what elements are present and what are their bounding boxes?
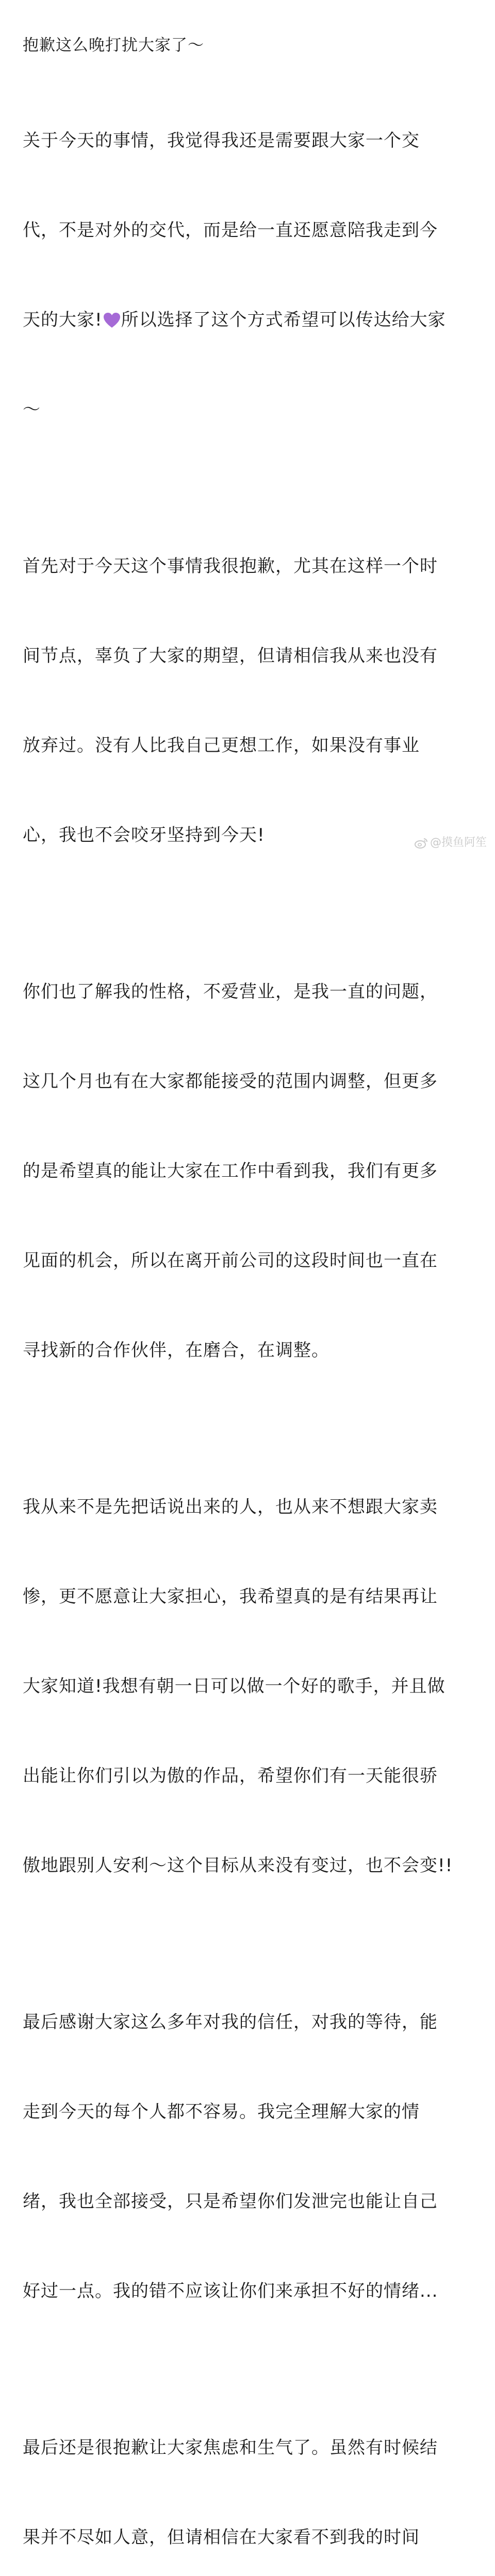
paragraph-line: 你们也了解我的性格，不爱营业，是我一直的问题， <box>23 981 438 1002</box>
paragraph-line: 惨，更不愿意让大家担心，我希望真的是有结果再让 <box>23 1586 438 1607</box>
paragraph-line: 大家知道!我想有朝一日可以做一个好的歌手，并且做 <box>23 1676 446 1697</box>
weibo-icon <box>415 837 428 849</box>
paragraph-line: 最后感谢大家这么多年对我的信任，对我的等待，能 <box>23 2012 438 2032</box>
paragraph-text: 所以选择了这个方式希望可以传达给大家 <box>121 310 446 330</box>
paragraph-line: 间节点，辜负了大家的期望，但请相信我从来也没有 <box>23 646 438 666</box>
paragraph-line: 见面的机会，所以在离开前公司的这段时间也一直在 <box>23 1250 438 1271</box>
paragraph-line: 这几个月也有在大家都能接受的范围内调整，但更多 <box>23 1071 438 1092</box>
paragraph-line: 果并不尽如人意，但请相信在大家看不到我的时间 <box>23 2527 420 2548</box>
paragraph-line: 首先对于今天这个事情我很抱歉，尤其在这样一个时 <box>23 556 438 577</box>
paragraph-line: 寻找新的合作伙伴，在磨合，在调整。 <box>23 1340 329 1361</box>
paragraph-line: 最后还是很抱歉让大家焦虑和生气了。虽然有时候结 <box>23 2437 438 2458</box>
post-body <box>23 34 476 2576</box>
paragraph-line: 的是希望真的能让大家在工作中看到我，我们有更多 <box>23 1161 438 1181</box>
paragraph-line: ～ <box>23 399 41 420</box>
paragraph-line: 心，我也不会咬牙坚持到今天! <box>23 825 265 845</box>
paragraph-line: 绪，我也全部接受，只是希望你们发泄完也能让自己 <box>23 2191 438 2212</box>
paragraph-line: 走到今天的每个人都不容易。我完全理解大家的情 <box>23 2102 420 2122</box>
paragraph-line: 放弃过。没有人比我自己更想工作，如果没有事业 <box>23 735 420 756</box>
paragraph-line: 关于今天的事情，我觉得我还是需要跟大家一个交 <box>23 130 420 151</box>
watermark-text: @摸鱼阿笙 <box>430 836 487 849</box>
paragraph-line: 代，不是对外的交代，而是给一直还愿意陪我走到今 <box>23 220 438 241</box>
paragraph-line-with-emoji <box>23 305 476 335</box>
paragraph-text: 天的大家! <box>23 310 103 330</box>
paragraph-line: 出能让你们引以为傲的作品，希望你们有一天能很骄 <box>23 1766 438 1786</box>
paragraph-3 <box>23 917 476 1425</box>
paragraph-line: 傲地跟别人安利～这个目标从来没有变过，也不会变!! <box>23 1855 453 1876</box>
paragraph-6 <box>23 2373 476 2576</box>
watermark <box>415 836 487 850</box>
paragraph-line: 好过一点。我的错不应该让你们来承担不好的情绪... <box>23 2281 438 2301</box>
paragraph-line: 我从来不是先把话说出来的人，也从来不想跟大家卖 <box>23 1497 438 1517</box>
paragraph-2 <box>23 492 476 910</box>
purple-heart-icon <box>103 312 121 329</box>
paragraph-4 <box>23 1432 476 1940</box>
post-title: 抱歉这么晚打扰大家了～ <box>23 36 204 55</box>
paragraph-1 <box>23 66 476 484</box>
paragraph-5 <box>23 1947 476 2366</box>
